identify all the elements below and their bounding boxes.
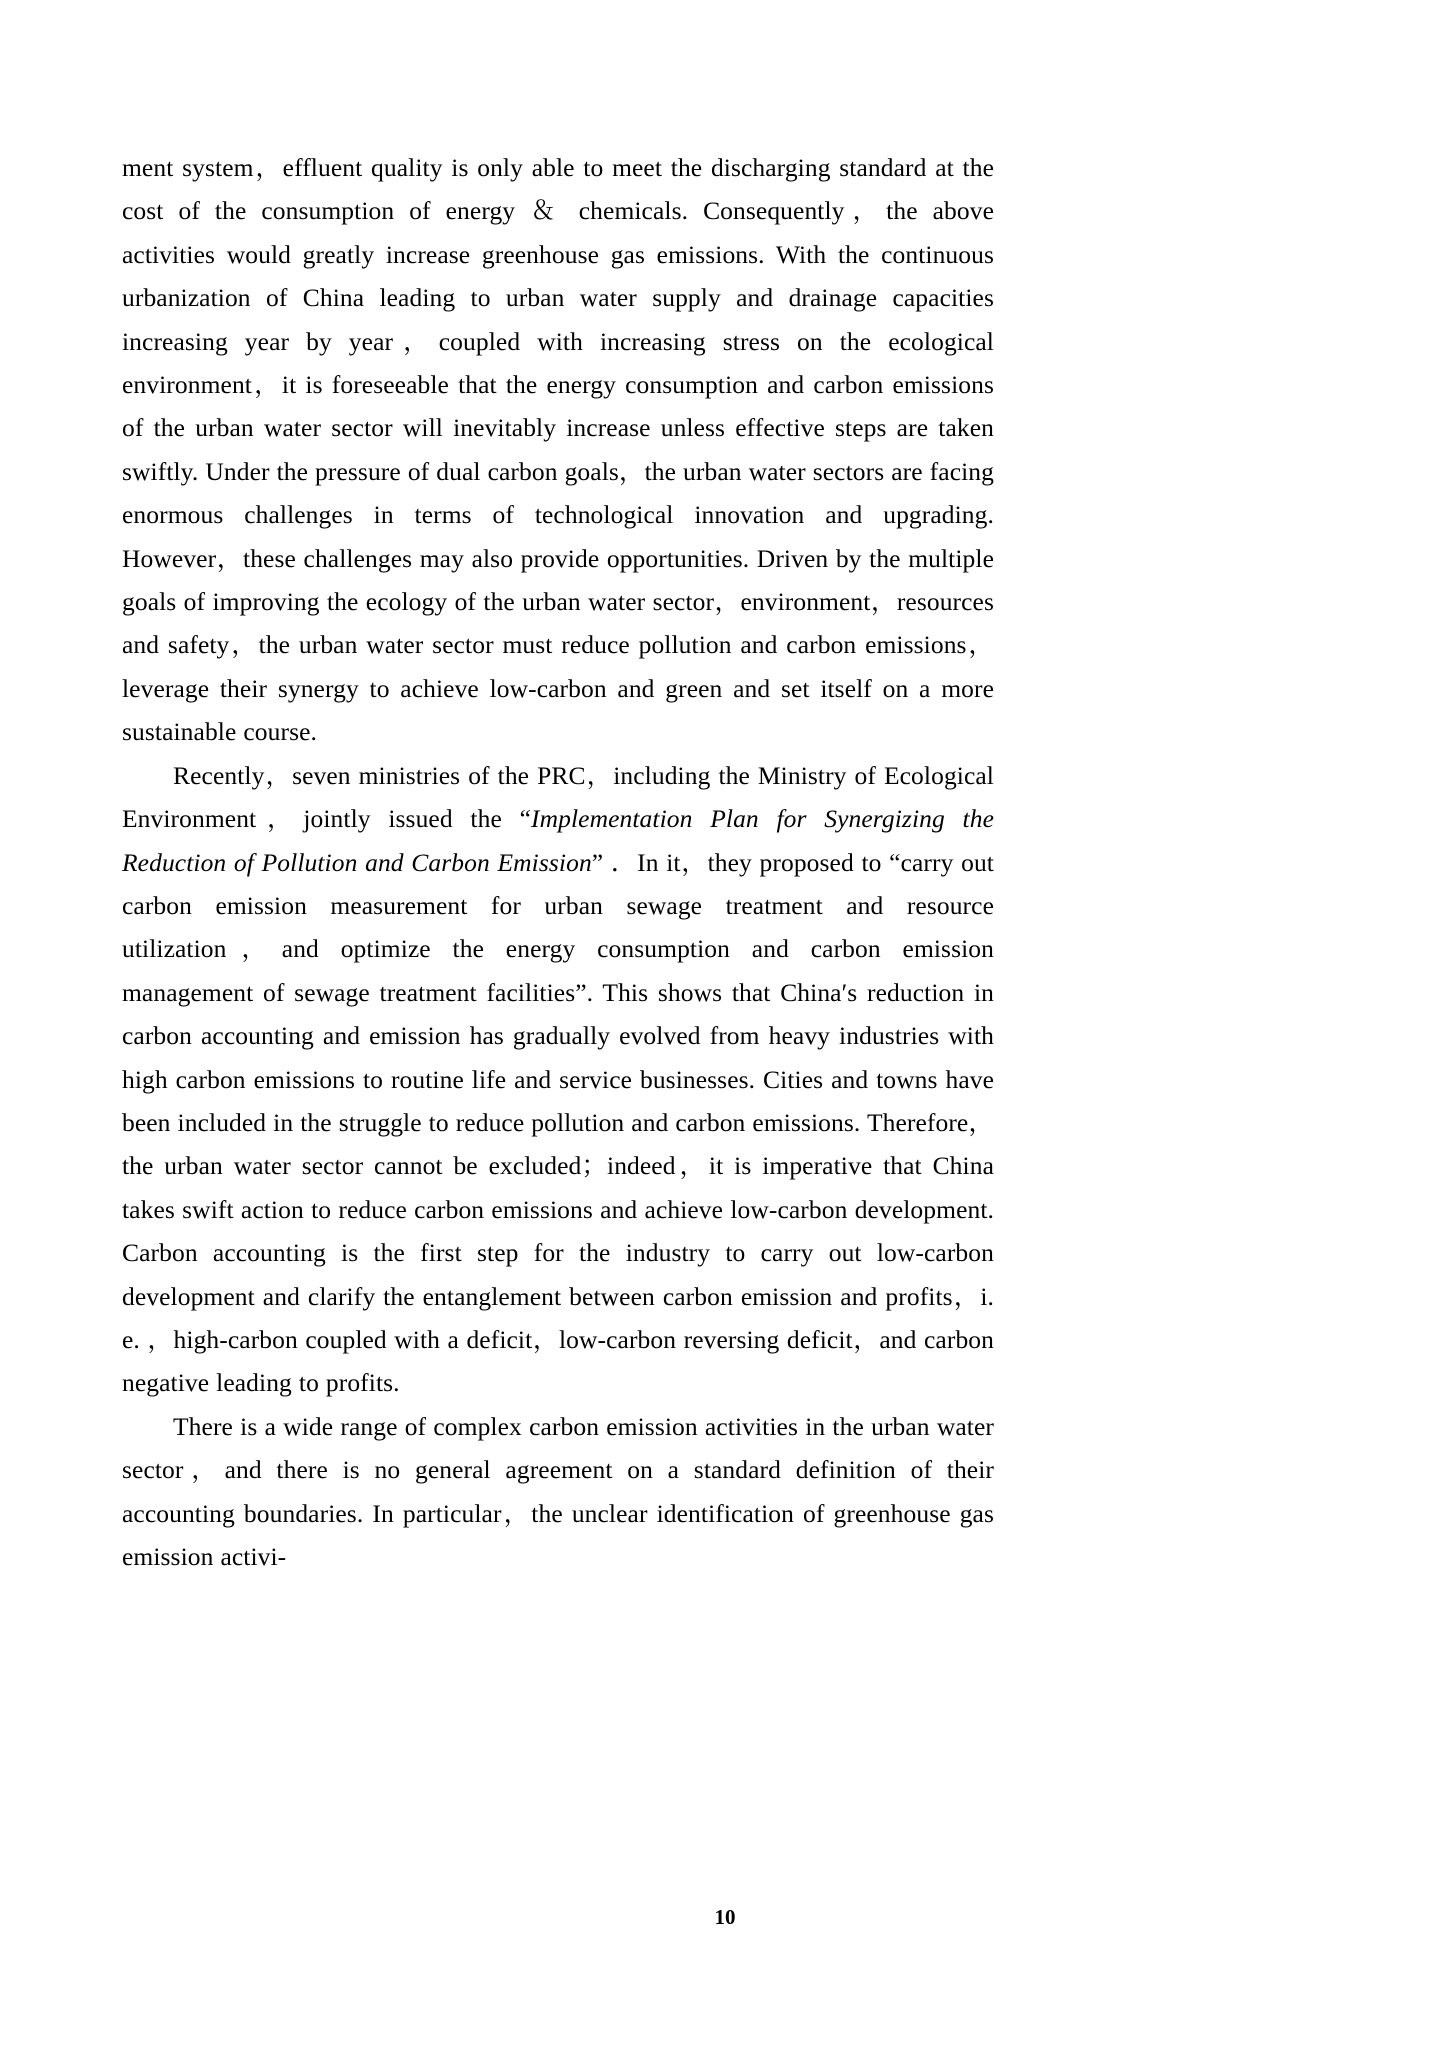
paragraph-continued-text: ment system，effluent quality is only able to meet the discharging standard at the cost of the consumption of energy ＆ chemicals. Consequently，the above activities would greatly increase greenhouse gas emissions. With the continuous urbanization of China leading to urban water supply and drainage capacities increasing year by year，coupled with increasing stress on the ecological environment，it is foreseeable that the energy consumption and carbon emissions of the urban water sector will inevitably increase unless effective steps are taken swiftly. Under the pressure of dual carbon goals，the urban water sectors are facing enormous challenges in terms of technological innovation and upgrading. However，these challenges may also provide opportunities. Driven by the multiple goals of improving the ecology of the urban water sector，environment，resources and safety，the urban water sector must reduce pollution and carbon emissions，leverage their synergy to achieve low-carbon and green and set itself on a more sustainable course. — [122, 153, 994, 747]
policy-document-title: Implementation Plan for Synergizing the Reduction of Pollution and Carbon Emission — [122, 804, 995, 877]
paragraph-recently-lead: Recently，seven ministries of the PRC，including the Ministry of Ecological Environment，jointly issued the “ — [122, 760, 994, 834]
page-number: 10 — [714, 1905, 736, 1929]
paragraph-there-is — [122, 1405, 994, 1579]
paragraph-there-is-text: There is a wide range of complex carbon emission activities in the urban water sector，and there is no general agreement on a standard definition of their accounting boundaries. In particular，the unclear identification of greenhouse gas emission activi- — [122, 1411, 994, 1571]
body-text-block — [122, 146, 994, 1578]
paragraph-recently — [122, 754, 994, 1405]
paragraph-recently-tail: ” ．In it，they proposed to “carry out carbon emission measurement for urban sewage treatment and resource utilization，and optimize the energy consumption and carbon emission management of sewage treatment facilities”. This shows that China′s reduction in carbon accounting and emission has gradually evolved from heavy industries with high carbon emissions to routine life and service businesses. Cities and towns have been included in the struggle to reduce pollution and carbon emissions. Therefore，the urban water sector cannot be excluded；indeed，it is imperative that China takes swift action to reduce carbon emissions and achieve low-carbon development. Carbon accounting is the first step for the industry to carry out low-carbon development and clarify the entanglement between carbon emission and profits，i. e. ，high-carbon coupled with a deficit，low-carbon reversing deficit，and carbon negative leading to profits. — [122, 847, 994, 1398]
paragraph-continued — [122, 146, 994, 754]
